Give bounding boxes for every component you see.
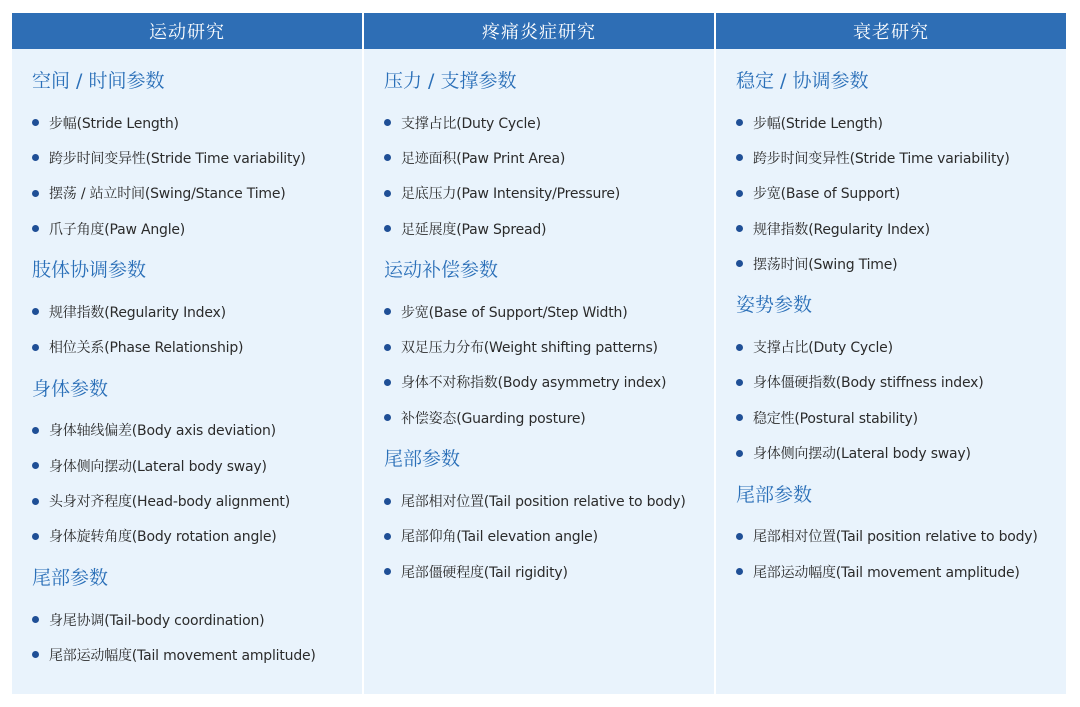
- list-item: [32, 413, 362, 448]
- parameter-section: [32, 377, 362, 554]
- list-item-label: 步幅(Stride Length): [753, 115, 883, 132]
- list-item: [736, 554, 1066, 589]
- column-header: 疼痛炎症研究: [364, 13, 714, 49]
- list-item-label: 爪子角度(Paw Angle): [49, 221, 186, 238]
- section-title: 身体参数: [32, 377, 109, 400]
- list-item: [384, 294, 714, 329]
- list-item-label: 足迹面积(Paw Print Area): [401, 150, 566, 167]
- bullet-icon: [736, 260, 743, 267]
- list-item: [384, 140, 714, 175]
- list-item: [736, 105, 1066, 140]
- list-item: [736, 246, 1066, 281]
- bullet-icon: [736, 533, 743, 540]
- bullet-icon: [736, 225, 743, 232]
- list-item: [32, 176, 362, 211]
- bullet-icon: [32, 498, 39, 505]
- bullet-icon: [384, 568, 391, 575]
- list-item-label: 头身对齐程度(Head-body alignment): [49, 494, 290, 511]
- list-item: [736, 519, 1066, 554]
- parameter-section: [736, 483, 1066, 590]
- list-item-label: 身体侧向摆动(Lateral body sway): [753, 446, 971, 463]
- column-1: [12, 13, 362, 694]
- list-item: [384, 211, 714, 246]
- list-item-label: 步宽(Base of Support): [753, 186, 900, 203]
- section-title: 稳定 / 协调参数: [736, 70, 869, 92]
- bullet-icon: [736, 568, 743, 575]
- list-item-label: 身体旋转角度(Body rotation angle): [49, 529, 277, 546]
- list-item-label: 尾部相对位置(Tail position relative to body): [401, 494, 686, 511]
- section-title: 空间 / 时间参数: [32, 70, 165, 92]
- list-item-label: 摆荡时间(Swing Time): [753, 256, 898, 273]
- bullet-icon: [32, 119, 39, 126]
- column-body: [364, 49, 714, 601]
- list-item-label: 身体侧向摆动(Lateral body sway): [49, 458, 267, 475]
- bullet-icon: [384, 533, 391, 540]
- parameter-section: [32, 258, 362, 365]
- column-2: [364, 13, 714, 694]
- list-item: [384, 483, 714, 518]
- list-item: [736, 400, 1066, 435]
- parameter-table: [12, 13, 1066, 694]
- list-item: [32, 211, 362, 246]
- section-title: 尾部参数: [384, 448, 461, 471]
- bullet-icon: [736, 190, 743, 197]
- list-item-label: 尾部相对位置(Tail position relative to body): [753, 529, 1038, 546]
- list-item: [384, 519, 714, 554]
- list-item-label: 身体轴线偏差(Body axis deviation): [49, 423, 276, 440]
- bullet-icon: [384, 379, 391, 386]
- list-item: [32, 105, 362, 140]
- list-item-label: 步宽(Base of Support/Step Width): [401, 304, 628, 321]
- parameter-section: [32, 69, 362, 246]
- list-item-label: 相位关系(Phase Relationship): [49, 340, 244, 357]
- bullet-icon: [736, 414, 743, 421]
- bullet-icon: [384, 225, 391, 232]
- list-item: [736, 329, 1066, 364]
- list-item: [384, 105, 714, 140]
- bullet-icon: [736, 119, 743, 126]
- bullet-icon: [384, 344, 391, 351]
- list-item: [384, 554, 714, 589]
- parameter-section: [32, 566, 362, 673]
- bullet-icon: [384, 308, 391, 315]
- list-item: [384, 400, 714, 435]
- parameter-section: [736, 69, 1066, 281]
- bullet-icon: [384, 119, 391, 126]
- list-item-label: 支撑占比(Duty Cycle): [401, 115, 541, 132]
- section-title: 姿势参数: [736, 294, 813, 317]
- list-item-label: 补偿姿态(Guarding posture): [401, 410, 586, 427]
- column-3: [716, 13, 1066, 694]
- list-item: [384, 329, 714, 364]
- list-item-label: 双足压力分布(Weight shifting patterns): [401, 340, 658, 357]
- bullet-icon: [32, 190, 39, 197]
- list-item: [384, 365, 714, 400]
- list-item: [736, 435, 1066, 470]
- section-title: 肢体协调参数: [32, 259, 147, 282]
- bullet-icon: [384, 154, 391, 161]
- list-item: [736, 140, 1066, 175]
- list-item: [32, 448, 362, 483]
- bullet-icon: [32, 616, 39, 623]
- list-item: [736, 365, 1066, 400]
- list-item-label: 尾部仰角(Tail elevation angle): [401, 529, 598, 546]
- list-item-label: 跨步时间变异性(Stride Time variability): [753, 150, 1010, 167]
- list-item: [32, 637, 362, 672]
- column-body: [12, 49, 362, 685]
- list-item: [32, 329, 362, 364]
- bullet-icon: [736, 379, 743, 386]
- list-item: [32, 519, 362, 554]
- section-title: 尾部参数: [32, 566, 109, 589]
- list-item: [736, 211, 1066, 246]
- list-item-label: 摆荡 / 站立时间(Swing/Stance Time): [49, 186, 286, 203]
- bullet-icon: [736, 450, 743, 457]
- section-title: 运动补偿参数: [384, 259, 499, 282]
- list-item: [32, 140, 362, 175]
- bullet-icon: [384, 414, 391, 421]
- bullet-icon: [32, 225, 39, 232]
- list-item-label: 规律指数(Regularity Index): [753, 221, 930, 238]
- column-header: 运动研究: [12, 13, 362, 49]
- list-item: [736, 176, 1066, 211]
- column-header: 衰老研究: [716, 13, 1066, 49]
- list-item: [384, 176, 714, 211]
- list-item: [32, 602, 362, 637]
- bullet-icon: [32, 154, 39, 161]
- parameter-section: [384, 447, 714, 589]
- list-item-label: 稳定性(Postural stability): [753, 410, 918, 427]
- list-item-label: 尾部僵硬程度(Tail rigidity): [401, 564, 568, 581]
- list-item-label: 足底压力(Paw Intensity/Pressure): [401, 186, 621, 203]
- bullet-icon: [32, 533, 39, 540]
- bullet-icon: [32, 344, 39, 351]
- column-body: [716, 49, 1066, 601]
- bullet-icon: [32, 651, 39, 658]
- parameter-section: [384, 258, 714, 435]
- list-item-label: 规律指数(Regularity Index): [49, 304, 226, 321]
- bullet-icon: [32, 308, 39, 315]
- bullet-icon: [736, 344, 743, 351]
- bullet-icon: [384, 498, 391, 505]
- parameter-section: [384, 69, 714, 246]
- list-item-label: 支撑占比(Duty Cycle): [753, 340, 893, 357]
- bullet-icon: [384, 190, 391, 197]
- section-title: 尾部参数: [736, 483, 813, 506]
- list-item-label: 身尾协调(Tail-body coordination): [49, 612, 265, 629]
- list-item-label: 跨步时间变异性(Stride Time variability): [49, 150, 306, 167]
- parameter-section: [736, 293, 1066, 470]
- bullet-icon: [736, 154, 743, 161]
- list-item-label: 尾部运动幅度(Tail movement amplitude): [49, 647, 316, 664]
- bullet-icon: [32, 427, 39, 434]
- section-title: 压力 / 支撑参数: [384, 70, 517, 92]
- list-item-label: 尾部运动幅度(Tail movement amplitude): [753, 564, 1020, 581]
- list-item-label: 足延展度(Paw Spread): [401, 221, 547, 238]
- list-item-label: 步幅(Stride Length): [49, 115, 179, 132]
- list-item-label: 身体不对称指数(Body asymmetry index): [401, 375, 667, 392]
- bullet-icon: [32, 462, 39, 469]
- list-item-label: 身体僵硬指数(Body stiffness index): [753, 375, 984, 392]
- list-item: [32, 294, 362, 329]
- list-item: [32, 483, 362, 518]
